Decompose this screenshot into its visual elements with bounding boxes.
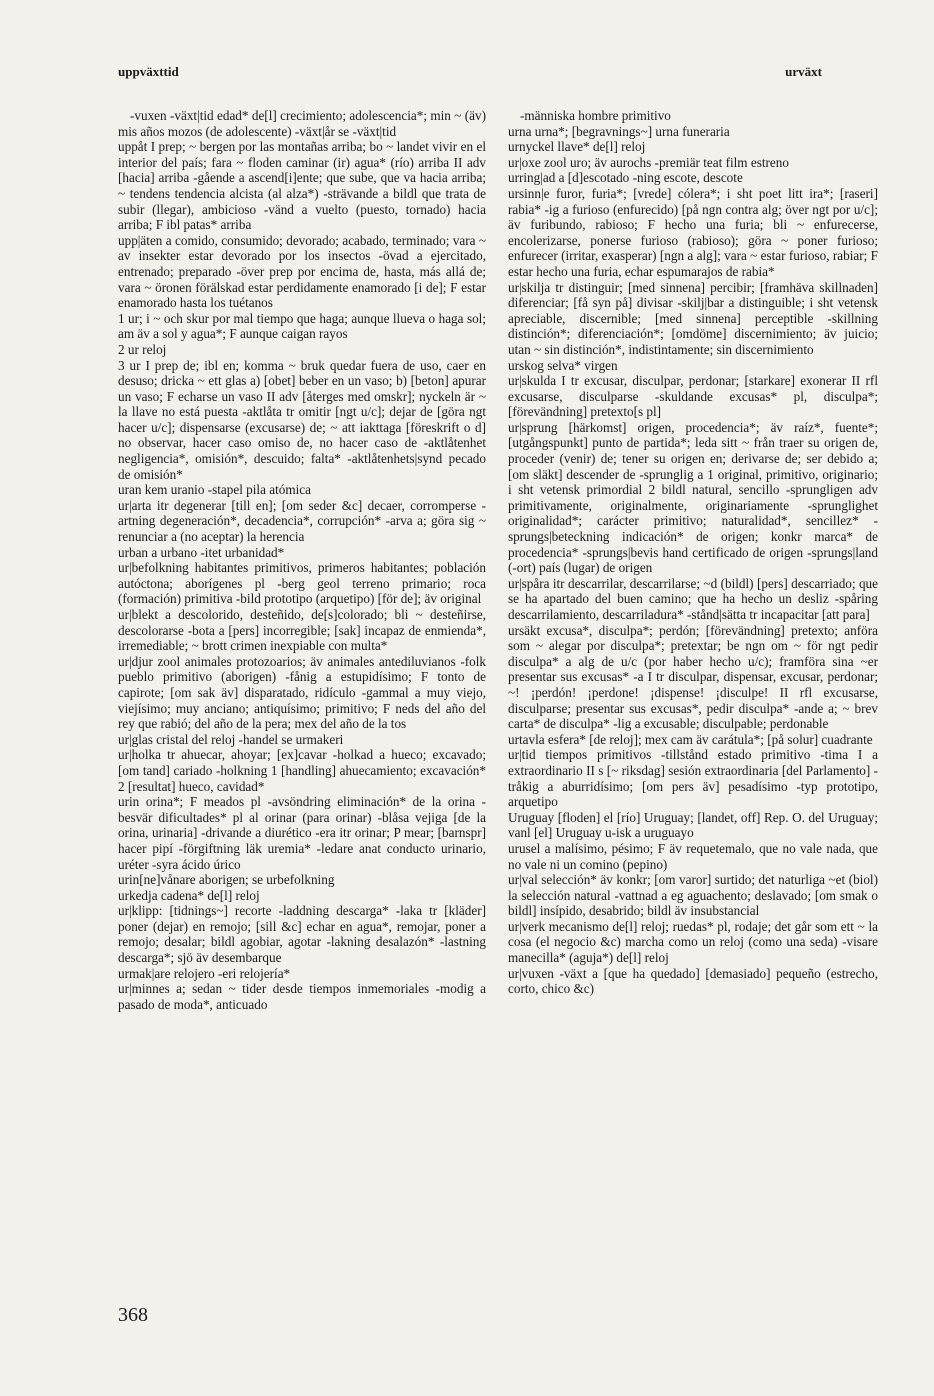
- dictionary-entry: urusel a malísimo, pésimo; F äv requetemalo, que no vale nada, que no vale ni un comino (pepino): [508, 840, 878, 872]
- dictionary-entry: ur|verk mecanismo de[l] reloj; ruedas* pl, rodaje; det går som ett ~ la cosa (el negocio &c) marcha como un reloj (como una seda) -visare manecilla* (aguja*) de[l] reloj: [508, 918, 878, 966]
- dictionary-entry: ur|minnes a; sedan ~ tider desde tiempos inmemoriales -modig a pasado de moda*, anticuado: [118, 981, 486, 1012]
- dictionary-entry: urnyckel llave* de[l] reloj: [508, 139, 646, 155]
- dictionary-entry: ur|vuxen -växt a [que ha quedado] [demasiado] pequeño (estrecho, corto, chico &c): [508, 965, 878, 997]
- dictionary-entry: uppåt I prep; ~ bergen por las montañas arriba; bo ~ landet vivir en el interior del país; fara ~ floden caminar (ir) agua* (río) arriba II adv [hacia] arriba -gående a ascend[i]ente; que sube, que va hacia arriba; ~ tendens tendencia alcista (al alza*) -strävande a bildl que trata de subir (llegar), ambicioso -vänd a vuelto (puesto, tornado) hacia arriba; F ibl patas* arriba: [118, 139, 486, 233]
- dictionary-entry: upp|äten a comido, consumido; devorado; acabado, terminado; vara ~ av insekter estar devorado por los insectos -övad a ejercitado, entrenado; preparado -över prep por encima de, hasta, más allá de; vara ~ öronen förälskad estar perdidamente enamorado [i de]; F estar enamorado hasta los tuétanos: [118, 232, 486, 311]
- dictionary-entry: urna urna*; [begravnings~] urna funeraria: [508, 123, 730, 139]
- dictionary-entry: urtavla esfera* [de reloj]; mex cam äv carátula*; [på solur] cuadrante: [508, 731, 873, 747]
- dictionary-entry: 2 ur reloj: [118, 341, 167, 357]
- dictionary-entry: ur|blekt a descolorido, desteñido, de[s]colorado; bli ~ desteñirse, descolorarse -bota a [pers] incorregible; [sak] incapaz de enmienda*, irremediable; ~ brott crimen inexpiable con multa*: [118, 607, 486, 654]
- dictionary-entry: ur|arta itr degenerar [till en]; [om seder &c] decaer, corromperse -artning degeneración*, decadencia*, corrupción* -arva a; göra sig ~ renunciar a (no aceptar) la herencia: [118, 497, 486, 545]
- dictionary-entry: 3 ur I prep de; ibl en; komma ~ bruk quedar fuera de uso, caer en desuso; dricka ~ ett glas a) [obet] beber en un vaso; b) [beton] apurar un vaso; F echarse un vaso II adv [återges med omskr]; nyckeln är ~ la llave no está puesta -aktlåta tr omitir [ngt u/c]; dejar de [göra ngt hacer u/c]; dispensarse (excusarse) de; ~ att iakttaga [föreskrift o d] no observar, hacer caso omiso de, no hacer caso de -aktlåtenhet negligencia*, omisión*, descuido; falta* -aktlåtenhets|synd pecado de omisión*: [118, 357, 486, 482]
- dictionary-entry: urring|ad a [d]escotado -ning escote, descote: [508, 170, 743, 186]
- dictionary-entry: ur|skulda I tr excusar, disculpar, perdonar; [starkare] exonerar II rfl excusarse, disculparse -skuldande excusas* pl, disculpa*; [förevändning] pretexto[s pl]: [508, 373, 878, 420]
- dictionary-entry: ur|djur zool animales protozoarios; äv animales antediluvianos -folk pueblo primitivo (aborigen) -fånig a estupidísimo; F tonto de capirote; [om sak äv] disparatado, ridículo -gammal a muy viejo, viejísimo; muy anciano; antiquísimo; primitivo; F neds del año del rey que rabió; del año de la pera; mex del año de la tos: [118, 653, 486, 732]
- running-head-left: uppväxttid: [118, 64, 179, 79]
- dictionary-entry: urban a urbano -itet urbanidad*: [118, 544, 285, 560]
- dictionary-entry: Uruguay [floden] el [río] Uruguay; [landet, off] Rep. O. del Uruguay; vanl [el] Uruguay u-isk a uruguayo: [508, 809, 878, 841]
- dictionary-entry: 1 ur; i ~ och skur por mal tiempo que haga; aunque llueva o haga sol; am äv a sol y agua*; F aunque caigan rayos: [118, 310, 486, 342]
- dictionary-entry: urkedja cadena* de[l] reloj: [118, 887, 260, 903]
- dictionary-entry: urin[ne]vånare aborigen; se urbefolkning: [118, 872, 335, 888]
- dictionary-entry: -människa hombre primitivo: [520, 108, 671, 123]
- left-column: [118, 108, 486, 1012]
- dictionary-entry: urin orina*; F meados pl -avsöndring eliminación* de la orina -besvär dificultades* pl al orinar (para orinar) -blåsa vejiga [de la orina, urinaria] -drivande a diurético -era itr orinar; P mear; [barnspr] hacer pipí -förgiftning läk uremia* -ledare anat conducto urinario, uréter -syra ácido úrico: [118, 794, 486, 872]
- dictionary-entry: urskog selva* virgen: [508, 357, 618, 373]
- dictionary-entry: ur|klipp: [tidnings~] recorte -laddning descarga* -laka tr [kläder] poner (dejar) en remojo; [sill &c] echar en agua*, remojar, poner a remojo; desalar; bildl agobiar, agotar -lakning desalazón* -lastning descarga*; sjö äv desembarque: [118, 903, 486, 966]
- dictionary-entry: ur|tid tiempos primitivos -tillstånd estado primitivo -tima I a extraordinario II s [~ riksdag] sesión extraordinaria [del Parlamento] -tråkig a aburridísimo; [om pers äv] pesadísimo -typ prototipo, arquetipo: [508, 747, 878, 810]
- running-head-right: urväxt: [785, 64, 822, 79]
- dictionary-entry: ursinn|e furor, furia*; [vrede] cólera*; i sht poet litt ira*; [raseri] rabia* -ig a furioso (enfurecido) [på ngn contra alg; över ngt por u/c]; äv furibundo, rabioso; F hecho una furia; bli ~ enfurecerse, encolerizarse, ponerse furioso (rabioso); göra ~ poner furioso; enfurecer (irritar, exasperar) [ngn a alg]; vara ~ estar furioso, rabiar; F estar hecho una furia, echar espumarajos de rabia*: [508, 185, 878, 279]
- dictionary-entry: ur|skilja tr distinguir; [med sinnena] percibir; [framhäva skillnaden] diferenciar; [få syn på] divisar -skilj|bar a distinguible; i sht vetensk apreciable, discernible; [med sinnena] perceptible -skillning distinción*; diferenciación*; [omdöme] discernimiento; äv juicio; utan ~ sin distinción*, indistintamente; sin discernimiento: [508, 279, 878, 357]
- right-column: [508, 108, 878, 997]
- dictionary-entry: ur|val selección* äv konkr; [om varor] surtido; det naturliga ~et (biol) la selección natural -vattnad a eg aguachento; deslavado; [om smak o bildl] insípido, desabrido; bildl äv insubstancial: [508, 872, 878, 919]
- dictionary-entry: ursäkt excusa*, disculpa*; perdón; [förevändning] pretexto; anföra som ~ alegar por disculpa*; pretextar; be ngn om ~ för ngt pedir disculpa* a alg de u/c (por haber hecho u/c); framföra sina ~er presentar sus excusas* -a I tr disculpar, dispensar, excusar, perdonar; ~! ¡perdón! ¡perdone! ¡dispense! ¡disculpe! II rfl excusarse, disculparse; presentar sus excusas*, pedir disculpa* -ande a; ~ brev carta* de disculpa* -lig a excusable; disculpable; perdonable: [508, 622, 878, 732]
- dictionary-entry: ur|spåra itr descarrilar, descarrilarse; ~d (bildl) [pers] descarriado; que se ha apartado del buen camino; que ha hecho un desliz -spåring descarrilamiento, descarriladura* -stånd|sätta tr incapacitar [att para]: [508, 575, 878, 622]
- dictionary-entry: ur|sprung [härkomst] origen, procedencia*; äv raíz*, fuente*; [utgångspunkt] punto de partida*; leda sitt ~ från traer su origen de, proceder (venir) de; tener su origen en; derivarse de; ser debido a; [om släkt] descender de -sprunglig a 1 original, primitivo, originario; i sht vetensk primordial 2 bildl natural, sencillo -sprungligen adv primitivamente, originalmente, originariamente -sprunglighet originalidad*; carácter primitivo; naturalidad*, sencillez* -sprungs|beteckning indicación* de origen; konkr marca* de procedencia* -sprungs|bevis hand certificado de origen -sprungs|land (-ort) país (lugar) de origen: [508, 419, 878, 576]
- page-number: 368: [118, 1304, 148, 1326]
- dictionary-entry: ur|glas cristal del reloj -handel se urmakeri: [118, 731, 344, 747]
- dictionary-entry: ur|befolkning habitantes primitivos, primeros habitantes; población autóctona; aborígenes pl -berg geol terreno primario; roca (formación) primitiva -bild prototipo (arquetipo) [för de]; äv original: [118, 560, 486, 607]
- dictionary-entry: uran kem uranio -stapel pila atómica: [118, 482, 311, 498]
- dictionary-entry: -vuxen -växt|tid edad* de[l] crecimiento; adolescencia*; min ~ (äv) mis años mozos (de adolescente) -växt|år se -växt|tid: [118, 108, 486, 139]
- dictionary-entry: ur|holka tr ahuecar, ahoyar; [ex]cavar -holkad a hueco; excavado; [om tand] cariado -holkning 1 [handling] ahuecamiento; excavación* 2 [resultat] hueco, cavidad*: [118, 747, 486, 794]
- dictionary-entry: ur|oxe zool uro; äv aurochs -premiär teat film estreno: [508, 154, 789, 170]
- dictionary-entry: urmak|are relojero -eri relojería*: [118, 965, 291, 981]
